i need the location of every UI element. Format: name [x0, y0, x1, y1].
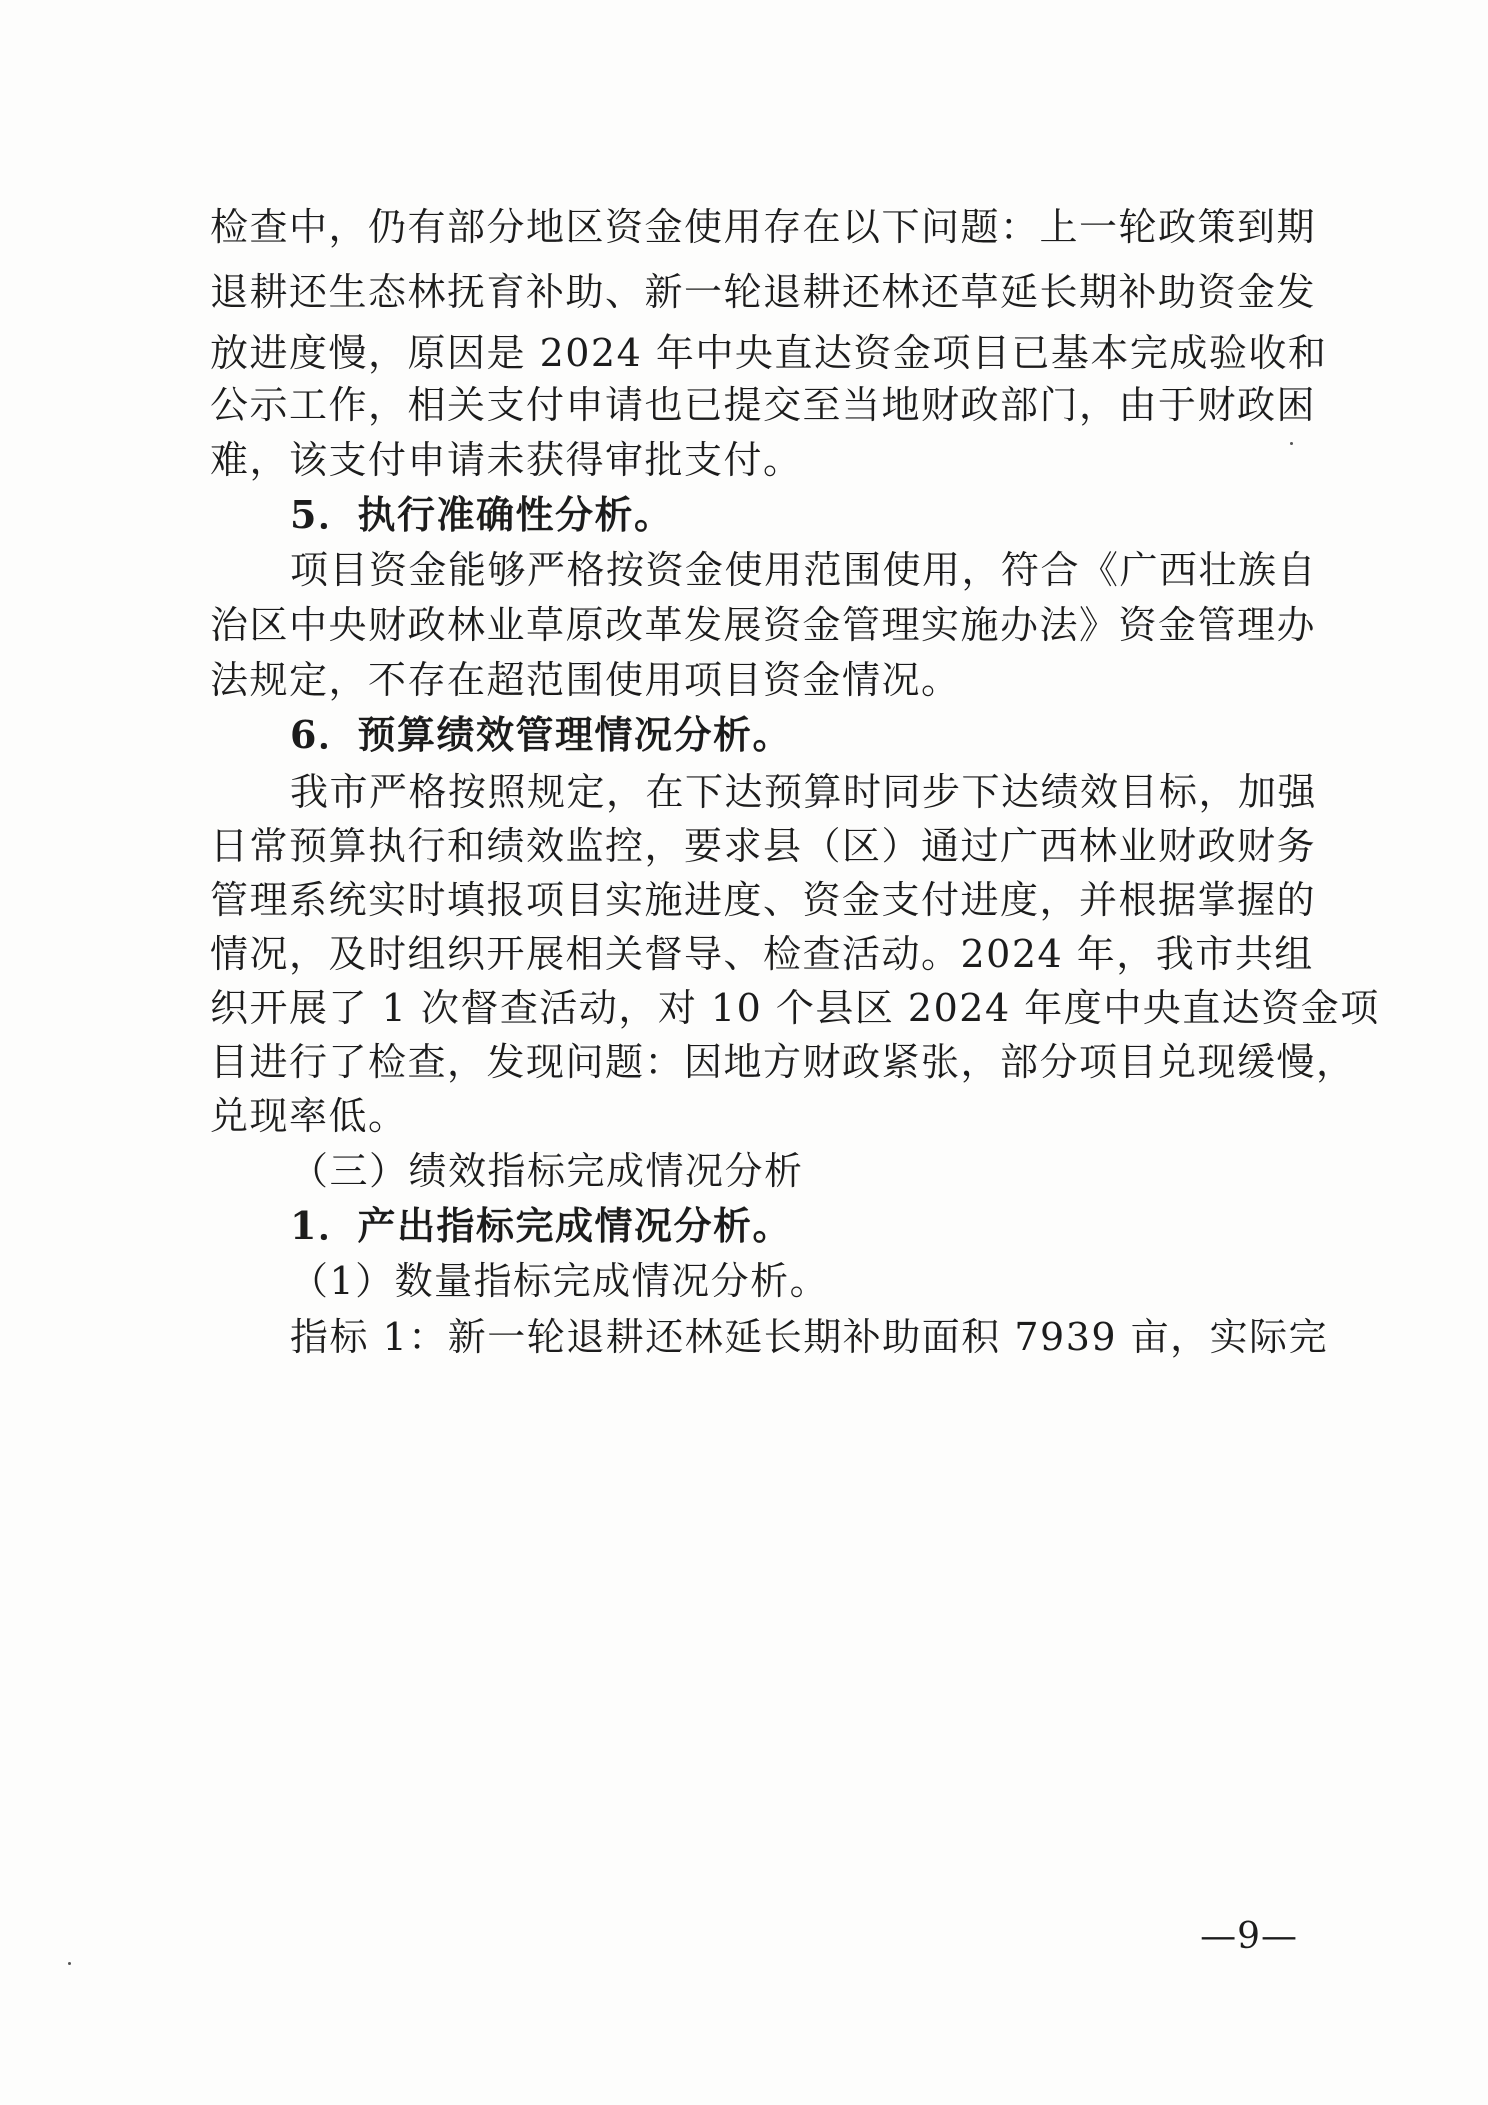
paragraph-line: 管理系统实时填报项目实施进度、资金支付进度，并根据掌握的 [210, 878, 1317, 922]
paragraph-line: 治区中央财政林业草原改革发展资金管理实施办法》资金管理办 [210, 603, 1317, 647]
paragraph-line: 检查中，仍有部分地区资金使用存在以下问题：上一轮政策到期 [210, 205, 1317, 249]
section-heading: 1．产出指标完成情况分析。 [290, 1203, 792, 1248]
paragraph-line: 我市严格按照规定，在下达预算时同步下达绩效目标，加强 [290, 770, 1318, 814]
paragraph-line: 指标 1：新一轮退耕还林延长期补助面积 7939 亩，实际完 [290, 1315, 1329, 1359]
paragraph-line: 日常预算执行和绩效监控，要求县（区）通过广西林业财政财务 [210, 824, 1317, 868]
scan-speck [1290, 442, 1293, 445]
paragraph-line: 退耕还生态林抚育补助、新一轮退耕还林还草延长期补助资金发 [210, 270, 1317, 314]
paragraph-line: 项目资金能够严格按资金使用范围使用，符合《广西壮族自 [290, 548, 1318, 592]
paragraph-line: 兑现率低。 [210, 1094, 408, 1138]
paragraph-line: 公示工作，相关支付申请也已提交至当地财政部门，由于财政困 [210, 383, 1317, 427]
page-number: —9— [1200, 1916, 1298, 1957]
paragraph-line: 织开展了 1 次督查活动，对 10 个县区 2024 年度中央直达资金项 [210, 986, 1380, 1030]
subsection-heading: （1）数量指标完成情况分析。 [290, 1259, 830, 1303]
section-heading: （三）绩效指标完成情况分析 [290, 1149, 804, 1193]
paragraph-line: 目进行了检查，发现问题：因地方财政紧张，部分项目兑现缓慢， [210, 1040, 1356, 1084]
section-heading: 6．预算绩效管理情况分析。 [290, 712, 792, 757]
paragraph-line: 情况，及时组织开展相关督导、检查活动。2024 年，我市共组 [210, 932, 1314, 976]
paragraph-line: 难，该支付申请未获得审批支付。 [210, 438, 803, 482]
paragraph-line: 放进度慢，原因是 2024 年中央直达资金项目已基本完成验收和 [210, 331, 1328, 375]
section-heading: 5．执行准确性分析。 [290, 492, 674, 537]
paragraph-line: 法规定，不存在超范围使用项目资金情况。 [210, 658, 961, 702]
scan-speck [68, 1962, 71, 1965]
